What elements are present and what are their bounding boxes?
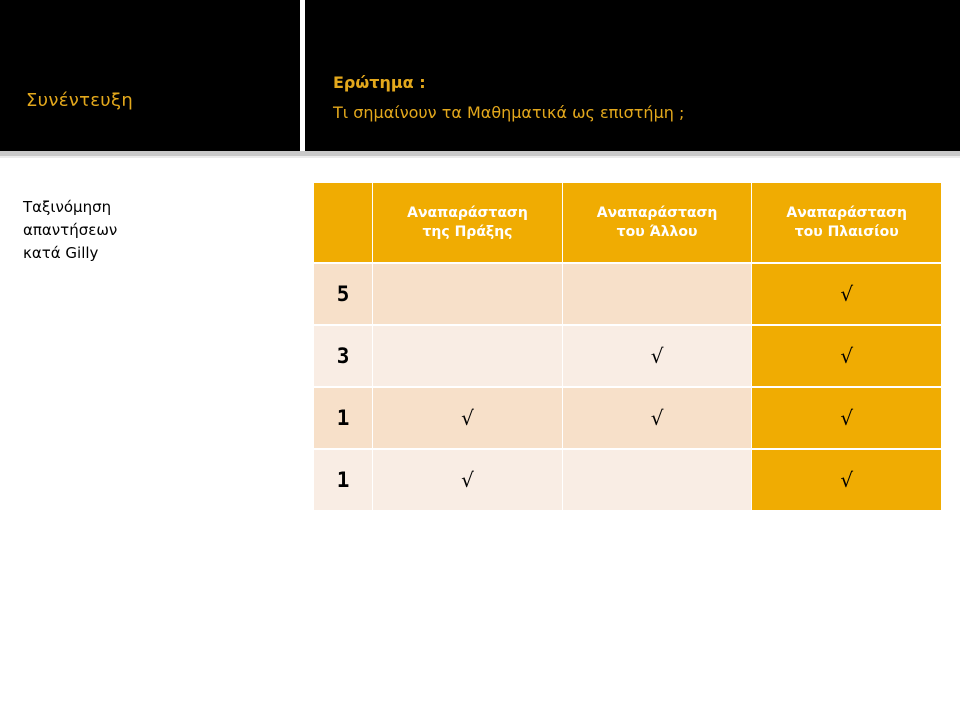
classification-note-line: απαντήσεων xyxy=(23,221,118,239)
column-header-context xyxy=(752,183,942,264)
row-count: 1 xyxy=(314,450,373,512)
table-cell: √ xyxy=(563,326,753,388)
column-header-line: Αναπαράσταση xyxy=(407,204,528,221)
question-label: Ερώτημα : xyxy=(333,73,426,92)
question-text: Τι σημαίνουν τα Μαθηματικά ως επιστήμη ; xyxy=(333,103,685,122)
table-cell xyxy=(563,264,753,326)
representation-table xyxy=(314,183,942,512)
table-cell: √ xyxy=(373,388,563,450)
column-header-other xyxy=(563,183,753,264)
header-title-panel xyxy=(0,0,300,151)
table-cell: √ xyxy=(752,450,942,512)
table-row xyxy=(314,264,942,326)
header-rule-shadow xyxy=(0,156,960,158)
table-row xyxy=(314,326,942,388)
classification-note-line: κατά Gilly xyxy=(23,244,99,262)
table-cell xyxy=(373,264,563,326)
column-header-line: Αναπαράσταση xyxy=(596,204,718,221)
table-row xyxy=(314,450,942,512)
table-header-row xyxy=(314,183,942,264)
classification-note xyxy=(23,196,243,265)
table-cell: √ xyxy=(752,326,942,388)
column-header-line: του Πλαισίου xyxy=(794,223,899,240)
table-cell: √ xyxy=(373,450,563,512)
column-header-line: του Άλλου xyxy=(616,223,698,240)
table-corner-cell xyxy=(314,183,373,264)
row-count: 3 xyxy=(314,326,373,388)
table-cell: √ xyxy=(752,388,942,450)
table-cell: √ xyxy=(563,388,753,450)
column-header-line: Αναπαράσταση xyxy=(786,204,908,221)
table-cell: √ xyxy=(752,264,942,326)
table-cell xyxy=(373,326,563,388)
column-header-line: της Πράξης xyxy=(422,223,513,240)
column-header-praxis xyxy=(373,183,563,264)
classification-note-line: Ταξινόμηση xyxy=(23,198,112,216)
row-count: 1 xyxy=(314,388,373,450)
row-count: 5 xyxy=(314,264,373,326)
table-cell xyxy=(563,450,753,512)
table-row xyxy=(314,388,942,450)
section-title: Συνέντευξη xyxy=(26,90,134,111)
